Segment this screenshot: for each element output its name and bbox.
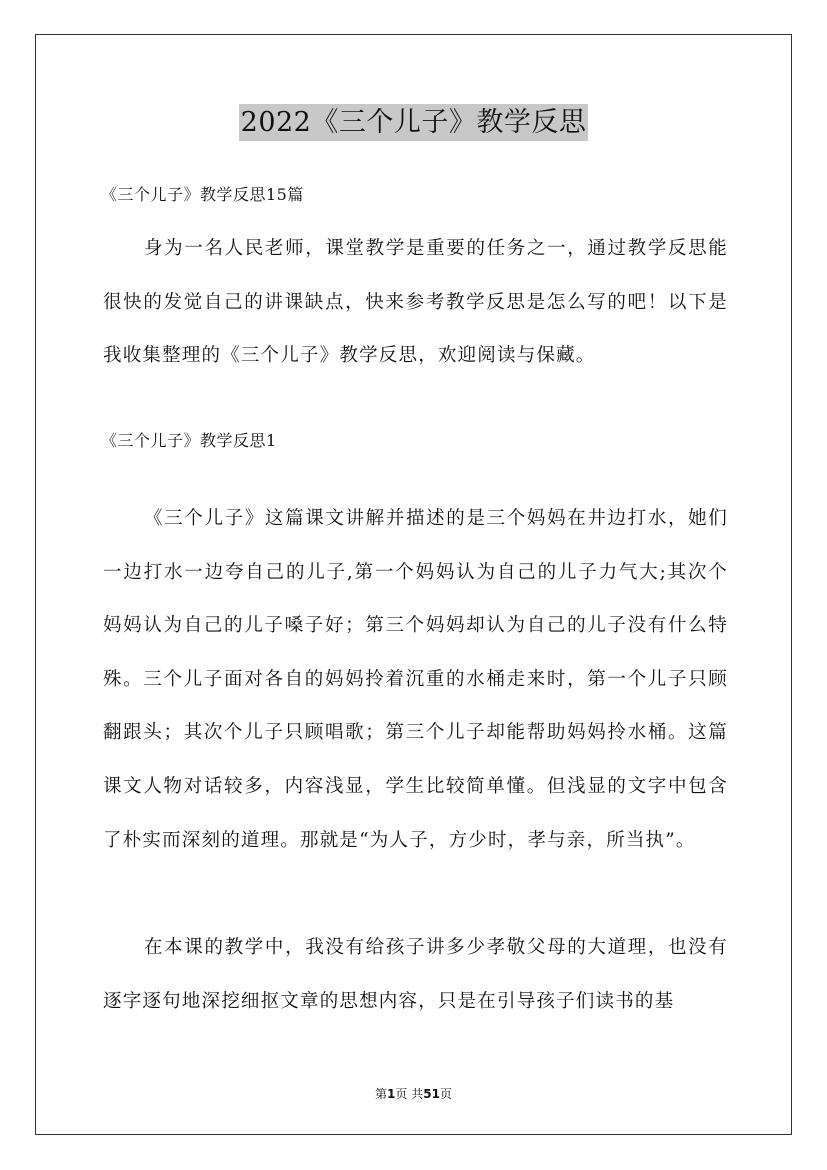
footer-mid: 页 共: [395, 1087, 424, 1101]
footer-page-current: 1: [387, 1087, 396, 1101]
section-paragraph-2: 在本课的教学中，我没有给孩子讲多少孝敬父母的大道理，也没有逐字逐句地深挖细抠文章的思想内容，只是在引导孩子们读书的基: [103, 937, 728, 1012]
document-title-wrap: [0, 100, 827, 139]
section-heading: 《三个儿子》教学反思1: [101, 431, 277, 450]
intro-paragraph: 身为一名人民老师，课堂教学是重要的任务之一，通过教学反思能很快的发觉自己的讲课缺点，快来参考教学反思是怎么写的吧！以下是我收集整理的《三个儿子》教学反思，欢迎阅读与保藏。: [103, 238, 728, 367]
section-paragraph-1: 《三个儿子》这篇课文讲解并描述的是三个妈妈在井边打水，她们一边打水一边夸自己的儿子,第一个妈妈认为自己的儿子力气大;其次个妈妈认为自己的儿子嗓子好；第三个妈妈却认为自己的儿子没有什么特殊。三个儿子面对各自的妈妈拎着沉重的水桶走来时，第一个儿子只顾翻跟头；其次个儿子只顾唱歌；第三个儿子却能帮助妈妈拎水桶。这篇课文人物对话较多，内容浅显，学生比较简单懂。但浅显的文字中包含了朴实而深刻的道理。那就是“为人子，方少时，孝与亲，所当执”。: [103, 508, 728, 851]
footer-page-total: 51: [423, 1087, 440, 1101]
footer-suffix: 页: [439, 1087, 452, 1101]
document-title: 2022《三个儿子》教学反思: [239, 104, 589, 141]
document-subtitle: 《三个儿子》教学反思15篇: [101, 185, 304, 204]
page-footer: [0, 1085, 827, 1102]
footer-prefix: 第: [375, 1087, 388, 1101]
